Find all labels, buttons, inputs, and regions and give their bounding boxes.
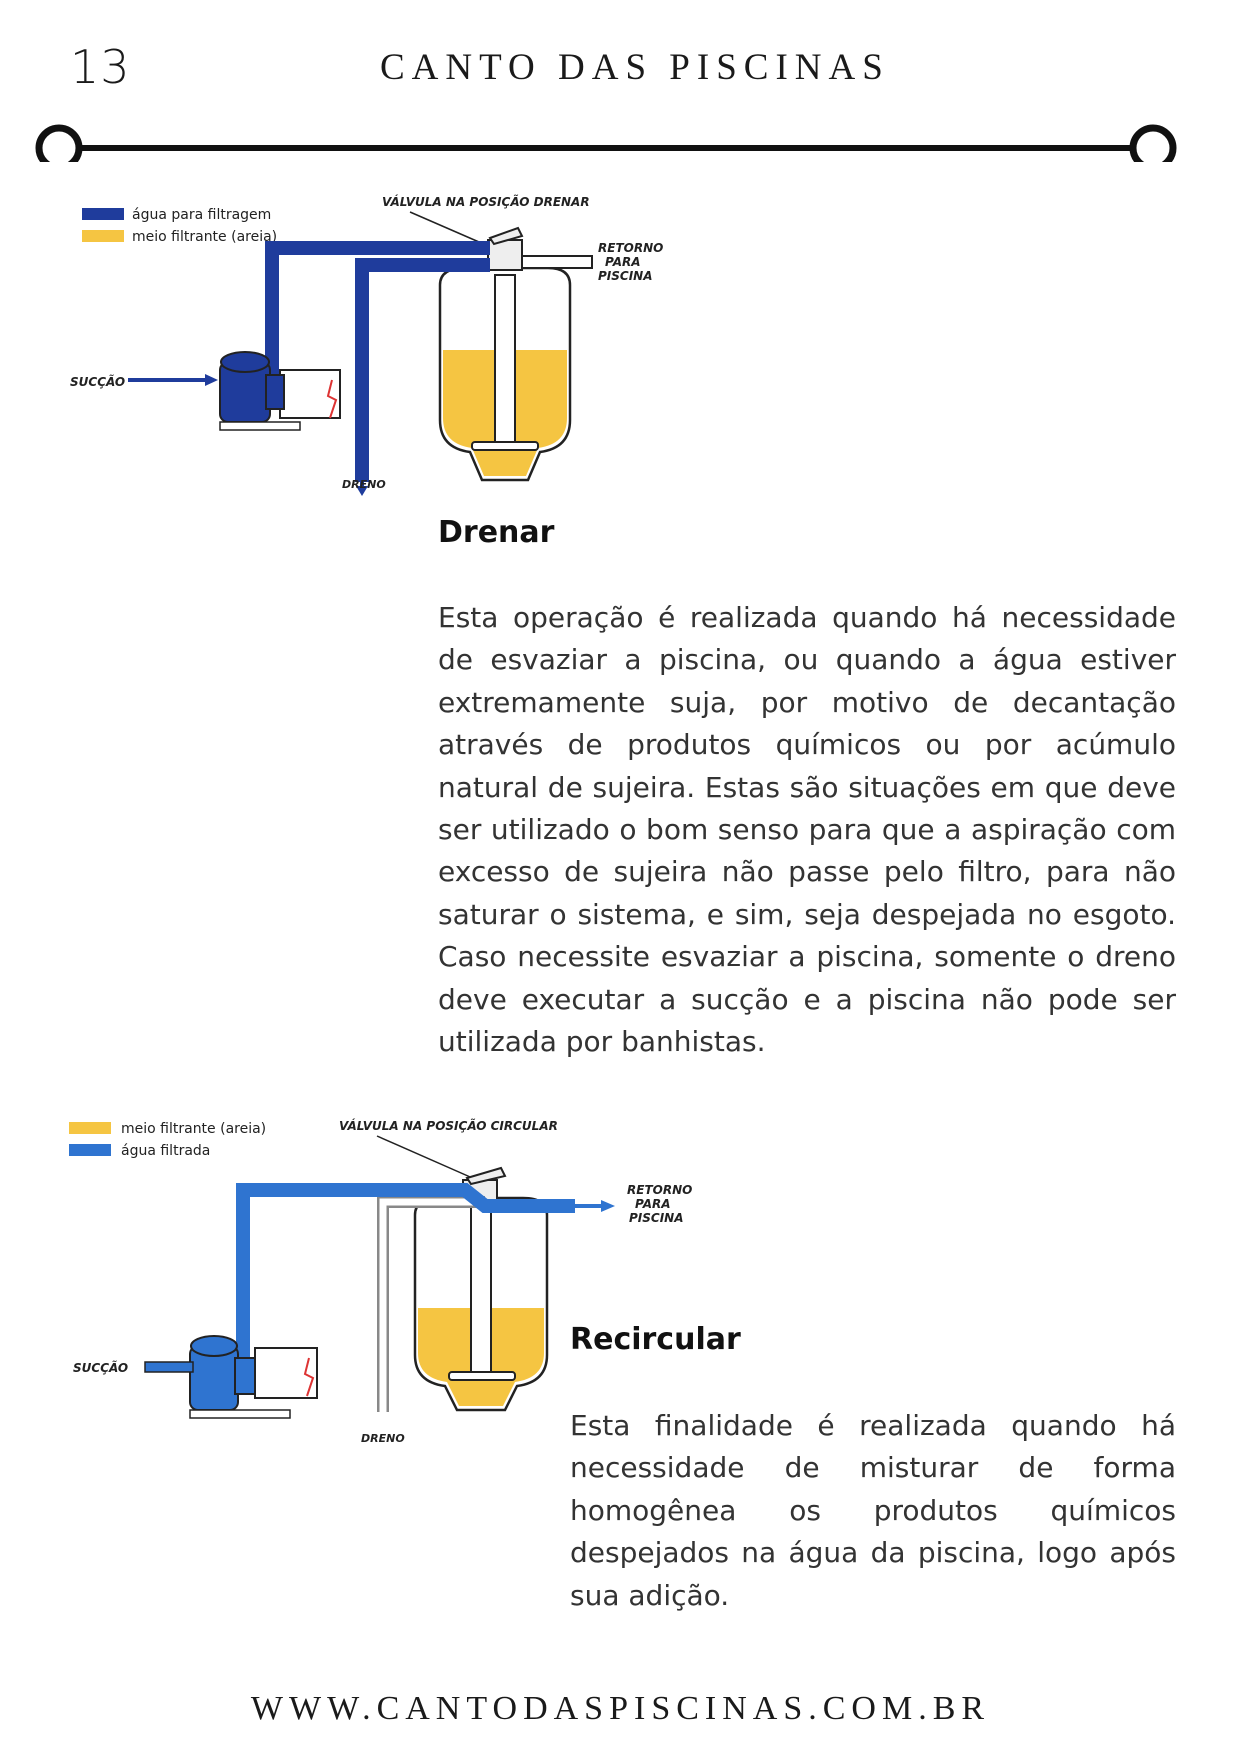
valve-position-label: VÁLVULA NA POSIÇÃO DRENAR	[382, 195, 590, 209]
section-body-drenar: Esta operação é realizada quando há necessidade de esvaziar a piscina, ou quando a água estiver extremamente suja, por motivo de decantação através de produtos químicos ou por acúmulo natural de sujeira. Estas são situações em que deve ser utilizado o bom senso para que a aspiração com excesso de sujeira não passe pelo filtro, para não saturar o sistema, e sim, seja despejada no esgoto. Caso necessite esvaziar a piscina, somente o dreno deve executar a sucção e a piscina não pode ser utilizada por banhistas.	[438, 601, 1176, 1059]
divider-right-node	[1133, 128, 1173, 162]
suction-pipe	[145, 1362, 193, 1372]
suction-label: SUCÇÃO	[70, 375, 126, 389]
pump-motor	[255, 1348, 317, 1398]
valve-position-label: VÁLVULA NA POSIÇÃO CIRCULAR	[339, 1119, 558, 1133]
return-label: PISCINA	[598, 269, 653, 283]
legend-label-water: água filtrada	[121, 1143, 211, 1159]
return-label: RETORNO	[627, 1183, 693, 1197]
footer-url: WWW.CANTODASPISCINAS.COM.BR	[250, 1690, 991, 1727]
site-title: CANTO DAS PISCINAS	[380, 47, 890, 88]
legend-swatch-sand	[82, 230, 124, 242]
diagram-recircular	[65, 1110, 705, 1450]
legend-label-sand: meio filtrante (areia)	[132, 229, 278, 245]
drain-label: DRENO	[361, 1432, 405, 1445]
legend-label-sand: meio filtrante (areia)	[121, 1121, 267, 1137]
legend-swatch-sand	[69, 1122, 111, 1134]
section-heading-drenar: Drenar	[438, 515, 555, 550]
divider-left-node	[39, 128, 79, 162]
header-divider	[30, 122, 1210, 162]
section-body-recircular: Esta finalidade é realizada quando há necessidade de misturar de forma homogênea os produtos químicos despejados na água da piscina, logo após sua adição.	[570, 1409, 1176, 1612]
diagram-drenar	[70, 190, 690, 555]
page-number: 13	[70, 40, 131, 94]
legend-swatch-water	[82, 208, 124, 220]
valve-body	[488, 240, 522, 270]
return-label: PISCINA	[629, 1211, 684, 1225]
drain-label: DRENO	[342, 478, 386, 491]
return-label: PARA	[635, 1197, 671, 1211]
suction-label: SUCÇÃO	[73, 1361, 129, 1375]
section-heading-recircular: Recircular	[570, 1322, 741, 1357]
return-label: RETORNO	[598, 241, 664, 255]
return-port	[522, 256, 592, 268]
return-label: PARA	[605, 255, 641, 269]
pump-motor	[280, 370, 340, 418]
legend-swatch-water	[69, 1144, 111, 1156]
legend-label-water: água para filtragem	[132, 207, 272, 223]
